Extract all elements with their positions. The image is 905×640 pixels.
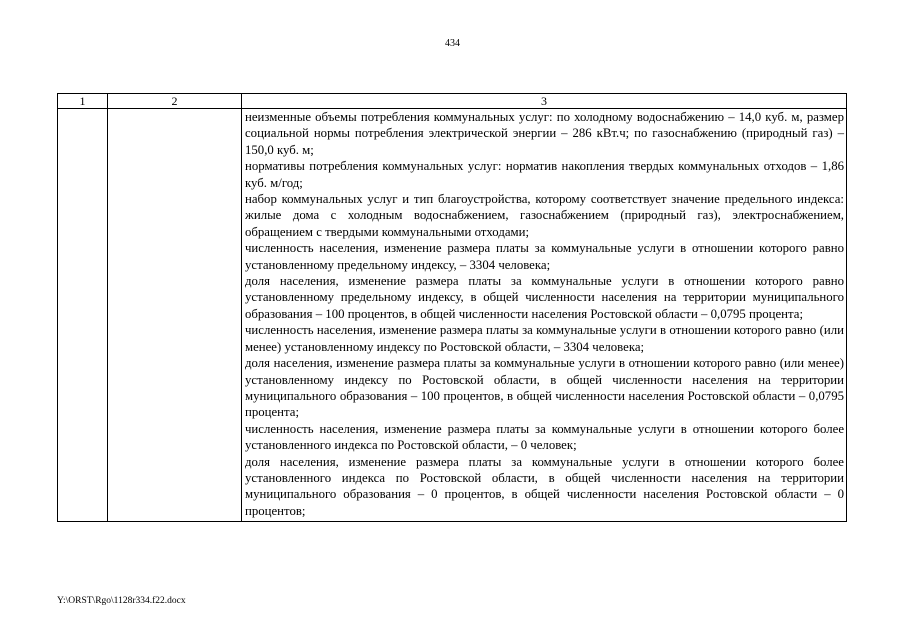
table-row (58, 109, 847, 522)
page-number: 434 (445, 38, 460, 49)
paragraph: доля населения, изменение размера платы за коммунальные услуги в отношении которого равно установленному предельному индексу, в общей численности населения на территории муниципального образования – 100 процентов, в общей численности населения Ростовской области – 0,0795 процента; (245, 274, 844, 321)
table-cell-col2 (108, 109, 242, 522)
table-cell-col3 (242, 109, 847, 522)
paragraph: численность населения, изменение размера платы за коммунальные услуги в отношении которого более установленного индекса по Ростовской области, – 0 человек; (245, 421, 844, 453)
paragraph: неизменные объемы потребления коммунальных услуг: по холодному водоснабжению – 14,0 куб. м, размер социальной нормы потребления электрической энергии – 286 кВт.ч; по газоснабжению (природный газ) – 150,0 куб. м; (245, 110, 844, 157)
column-header-1: 1 (58, 94, 108, 109)
paragraph: численность населения, изменение размера платы за коммунальные услуги в отношении которого равно (или менее) установленному индексу по Ростовской области, – 3304 человека; (245, 323, 844, 354)
paragraph: набор коммунальных услуг и тип благоустройства, которому соответствует значение предельного индекса: жилые дома с холодным водоснабжением, газоснабжением (природный газ), электроснабжением, обращением с твердыми коммунальными отходами; (245, 192, 844, 239)
cell-content (242, 109, 846, 521)
table-cell-col1 (58, 109, 108, 522)
paragraph: нормативы потребления коммунальных услуг: норматив накопления твердых коммунальных отходов – 1,86 куб. м/год; (245, 159, 844, 190)
document-table (57, 93, 847, 522)
paragraph: доля населения, изменение размера платы за коммунальные услуги в отношении которого равно (или менее) установленному индексу по Ростовской области, в общей численности населения на территории муниципального образования – 100 процентов, в общей численности населения Ростовской области – 0,0795 процента; (245, 356, 844, 420)
paragraph: численность населения, изменение размера платы за коммунальные услуги в отношении которого равно установленному предельному индексу, – 3304 человека; (245, 241, 844, 272)
column-header-3: 3 (242, 94, 847, 109)
paragraph: доля населения, изменение размера платы за коммунальные услуги в отношении которого более установленного индекса по Ростовской области, в общей численности населения на территории муниципального образования – 0 процентов, в общей численности населения Ростовской области – 0 процентов; (245, 454, 844, 518)
footer-file-path: Y:\ORST\Rgo\1128r334.f22.docx (57, 596, 186, 606)
table-header-row (58, 94, 847, 109)
column-header-2: 2 (108, 94, 242, 109)
